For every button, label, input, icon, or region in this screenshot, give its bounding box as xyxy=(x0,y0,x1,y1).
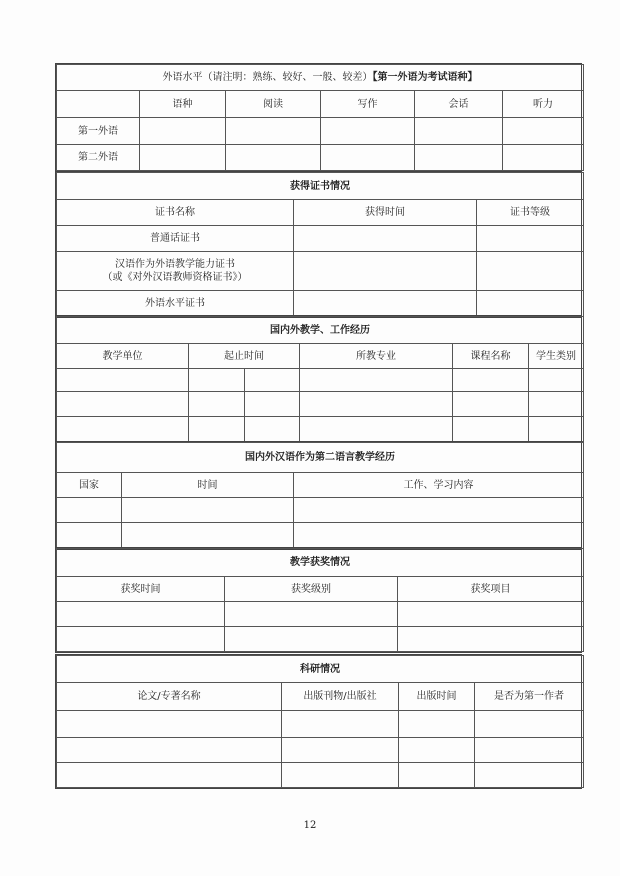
chinese-teaching-title: 国内外汉语作为第二语言教学经历 xyxy=(57,443,584,473)
input-cell[interactable] xyxy=(245,392,300,417)
header-award-time: 获奖时间 xyxy=(57,577,225,602)
input-cell[interactable] xyxy=(57,523,122,549)
input-cell[interactable] xyxy=(453,369,529,392)
header-course-name: 课程名称 xyxy=(453,344,529,369)
header-award-item: 获奖项目 xyxy=(398,577,584,602)
input-cell[interactable] xyxy=(294,291,477,317)
input-cell[interactable] xyxy=(529,392,584,417)
input-cell[interactable] xyxy=(294,498,584,523)
input-cell[interactable] xyxy=(321,145,415,171)
input-cell[interactable] xyxy=(245,369,300,392)
teaching-awards-section xyxy=(55,547,582,653)
input-cell[interactable] xyxy=(398,627,584,652)
input-cell[interactable] xyxy=(140,145,226,171)
chinese-teaching-section xyxy=(55,441,582,550)
header-certificate-name: 证书名称 xyxy=(57,200,294,226)
teaching-experience-title: 国内外教学、工作经历 xyxy=(57,317,584,344)
input-cell[interactable] xyxy=(226,145,321,171)
input-cell[interactable] xyxy=(477,226,584,252)
header-major: 所教专业 xyxy=(300,344,453,369)
input-cell[interactable] xyxy=(122,498,294,523)
header-writing: 写作 xyxy=(321,91,415,118)
input-cell[interactable] xyxy=(477,291,584,317)
header-period: 起止时间 xyxy=(189,344,300,369)
teaching-experience-section xyxy=(55,315,582,443)
input-cell[interactable] xyxy=(57,602,225,627)
input-cell[interactable] xyxy=(226,118,321,145)
input-cell[interactable] xyxy=(475,738,584,763)
row-label-language-certificate: 外语水平证书 xyxy=(57,291,294,317)
header-speaking: 会话 xyxy=(415,91,503,118)
input-cell[interactable] xyxy=(477,252,584,291)
input-cell[interactable] xyxy=(189,417,245,442)
header-publish-time: 出版时间 xyxy=(399,683,475,711)
input-cell[interactable] xyxy=(57,369,189,392)
input-cell[interactable] xyxy=(282,711,399,738)
input-cell[interactable] xyxy=(453,417,529,442)
input-cell[interactable] xyxy=(300,417,453,442)
header-country: 国家 xyxy=(57,473,122,498)
header-language: 语种 xyxy=(140,91,226,118)
row-label-second-language: 第二外语 xyxy=(57,145,140,171)
teaching-awards-title: 教学获奖情况 xyxy=(57,549,584,577)
input-cell[interactable] xyxy=(57,498,122,523)
input-cell[interactable] xyxy=(57,392,189,417)
empty-cell xyxy=(57,91,140,118)
input-cell[interactable] xyxy=(399,738,475,763)
input-cell[interactable] xyxy=(475,763,584,788)
row-label-teaching-certificate: 汉语作为外语教学能力证书 （或《对外汉语教师资格证书》） xyxy=(57,252,294,291)
header-work-study-content: 工作、学习内容 xyxy=(294,473,584,498)
header-obtained-time: 获得时间 xyxy=(294,200,477,226)
input-cell[interactable] xyxy=(189,392,245,417)
header-listening: 听力 xyxy=(503,91,584,118)
input-cell[interactable] xyxy=(453,392,529,417)
input-cell[interactable] xyxy=(321,118,415,145)
header-paper-name: 论文/专著名称 xyxy=(57,683,282,711)
input-cell[interactable] xyxy=(300,392,453,417)
row-label-mandarin-certificate: 普通话证书 xyxy=(57,226,294,252)
input-cell[interactable] xyxy=(57,627,225,652)
input-cell[interactable] xyxy=(245,417,300,442)
input-cell[interactable] xyxy=(189,369,245,392)
header-reading: 阅读 xyxy=(226,91,321,118)
research-section xyxy=(55,654,582,789)
input-cell[interactable] xyxy=(57,711,282,738)
input-cell[interactable] xyxy=(415,118,503,145)
header-time: 时间 xyxy=(122,473,294,498)
input-cell[interactable] xyxy=(122,523,294,549)
page-number: 12 xyxy=(303,820,317,831)
input-cell[interactable] xyxy=(57,417,189,442)
input-cell[interactable] xyxy=(294,523,584,549)
research-title: 科研情况 xyxy=(57,656,584,683)
input-cell[interactable] xyxy=(140,118,226,145)
input-cell[interactable] xyxy=(399,711,475,738)
input-cell[interactable] xyxy=(300,369,453,392)
certificates-section xyxy=(55,171,582,318)
input-cell[interactable] xyxy=(57,738,282,763)
header-first-author: 是否为第一作者 xyxy=(475,683,584,711)
input-cell[interactable] xyxy=(503,145,584,171)
input-cell[interactable] xyxy=(57,763,282,788)
input-cell[interactable] xyxy=(398,602,584,627)
header-student-type: 学生类别 xyxy=(529,344,584,369)
foreign-language-title: 外语水平（请注明：熟练、较好、一般、较差）【第一外语为考试语种】 xyxy=(57,65,584,91)
input-cell[interactable] xyxy=(282,738,399,763)
input-cell[interactable] xyxy=(282,763,399,788)
header-award-level: 获奖级别 xyxy=(225,577,398,602)
row-label-first-language: 第一外语 xyxy=(57,118,140,145)
input-cell[interactable] xyxy=(529,417,584,442)
input-cell[interactable] xyxy=(294,252,477,291)
input-cell[interactable] xyxy=(399,763,475,788)
input-cell[interactable] xyxy=(529,369,584,392)
certificates-title: 获得证书情况 xyxy=(57,173,584,200)
header-certificate-level: 证书等级 xyxy=(477,200,584,226)
input-cell[interactable] xyxy=(225,627,398,652)
header-publisher: 出版刊物/出版社 xyxy=(282,683,399,711)
input-cell[interactable] xyxy=(294,226,477,252)
input-cell[interactable] xyxy=(225,602,398,627)
input-cell[interactable] xyxy=(415,145,503,171)
input-cell[interactable] xyxy=(475,711,584,738)
input-cell[interactable] xyxy=(503,118,584,145)
foreign-language-section xyxy=(55,63,582,172)
header-teaching-unit: 教学单位 xyxy=(57,344,189,369)
